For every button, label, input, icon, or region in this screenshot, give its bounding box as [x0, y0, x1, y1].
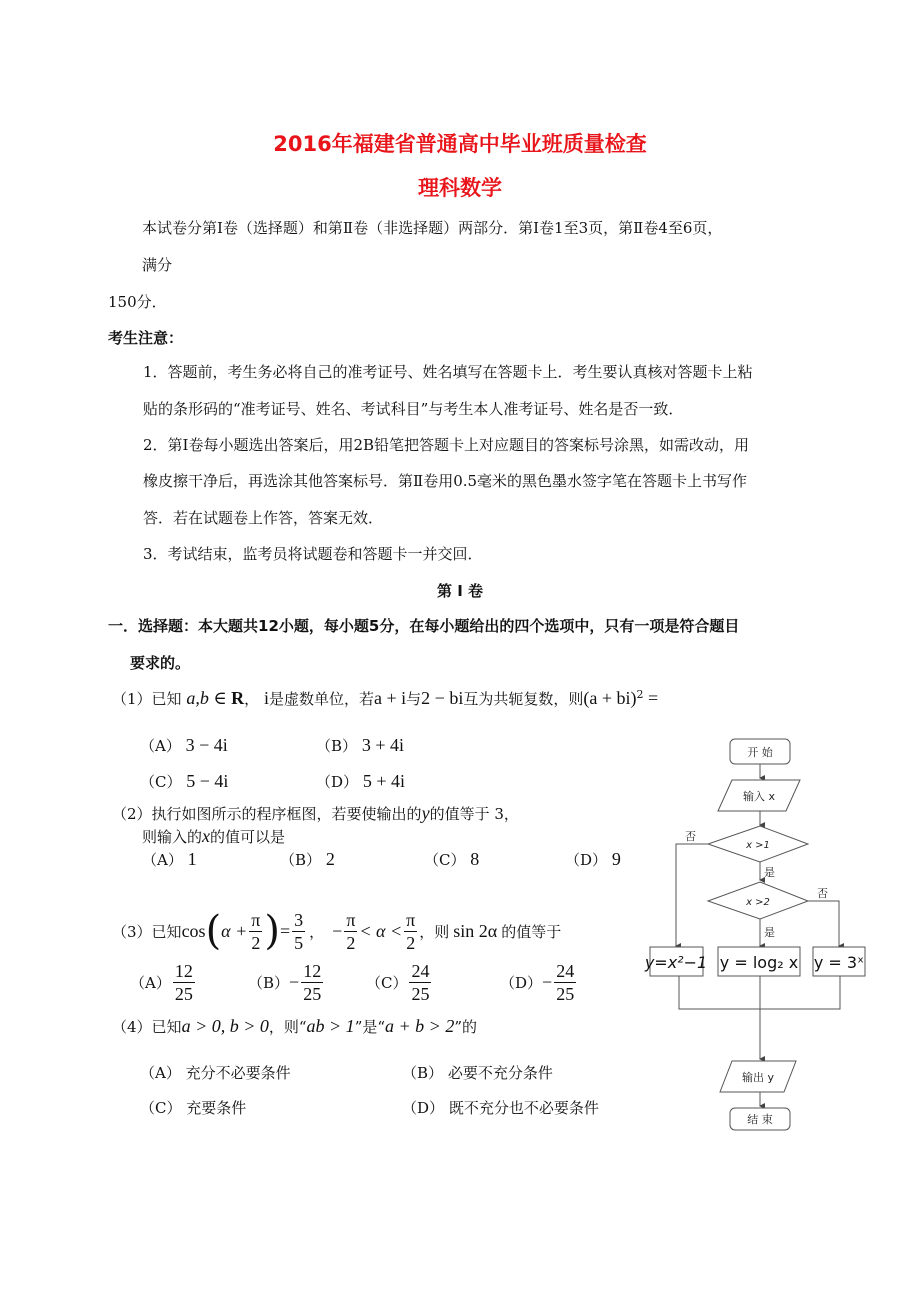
numerator: 24 [556, 960, 575, 981]
question-number: （2） [112, 805, 152, 823]
option-label: （D） [500, 973, 543, 992]
option-value: 充分不必要条件 [185, 1064, 291, 1082]
option-label: （C） [424, 851, 466, 869]
numerator: 12 [174, 960, 193, 981]
math: − [332, 920, 343, 941]
option-value: 充要条件 [186, 1099, 247, 1117]
denominator: 2 [346, 932, 356, 953]
question-2-stem [112, 803, 519, 824]
text: ”的 [454, 1018, 477, 1036]
math: 2 − bi [421, 688, 464, 708]
question-number: （3） [112, 922, 152, 941]
notice-item: 1．答题前，考生务必将自己的准考证号、姓名填写在答题卡上．考生要认真核对答题卡上粘 [143, 363, 753, 381]
sign: − [542, 971, 553, 992]
notice-item: 贴的条形码的“准考证号、姓名、考试科目”与考生本人准考证号、姓名是否一致． [143, 400, 684, 418]
text: 已知 [151, 690, 182, 708]
paren: ) [264, 908, 280, 954]
option-label: （B） [402, 1064, 444, 1082]
notice-item: 3．考试结束，监考员将试题卷和答题卡一并交回． [143, 545, 483, 563]
option-value: 9 [611, 849, 621, 869]
process-mid-label: y = log₂ x [719, 953, 799, 972]
equals: = [279, 920, 291, 941]
option-value: 5 − 4i [186, 771, 229, 791]
option-label: （A） [140, 737, 181, 755]
connector-no-2 [808, 901, 839, 946]
option-value: 5 + 4i [362, 771, 405, 791]
option-label: （C） [140, 1099, 182, 1117]
question-3-option-a[interactable] [130, 960, 197, 1004]
question-3-option-d[interactable] [500, 960, 578, 1004]
text: 已知 [151, 922, 182, 941]
denominator: 25 [174, 983, 193, 1004]
numerator: 3 [294, 909, 304, 930]
text: ”是“ [354, 1018, 386, 1036]
question-1-stem [112, 688, 658, 709]
intro-line-1: 本试卷分第Ⅰ卷（选择题）和第Ⅱ卷（非选择题）两部分．第Ⅰ卷1至3页，第Ⅱ卷4至6页， [142, 219, 723, 237]
math: a + i [374, 688, 407, 708]
option-label: （C） [140, 773, 182, 791]
option-value: 既不充分也不必要条件 [448, 1099, 599, 1117]
math: ab > 1 [306, 1016, 355, 1036]
intro-line-2: 满分 [142, 256, 173, 274]
denominator: 2 [406, 932, 416, 953]
denominator: 2 [251, 932, 261, 953]
section-instructions-cont: 要求的。 [130, 654, 191, 672]
yes-label-1: 是 [764, 866, 775, 879]
math: < α < [359, 920, 403, 941]
start-label: 开 始 [747, 746, 773, 759]
fraction [292, 911, 305, 952]
option-label: （A） [130, 973, 171, 992]
paren: ( [205, 908, 222, 954]
math: (a + bi) [583, 688, 637, 708]
math: a,b ∈ [186, 688, 232, 708]
text: 的值等于 3， [429, 805, 519, 823]
process-left-label: y=x²−1 [644, 953, 708, 972]
math: sin 2α [453, 920, 498, 941]
math: R [231, 688, 245, 708]
question-4-option-b[interactable] [402, 1062, 553, 1083]
input-label: 输入 x [742, 790, 776, 803]
text: 执行如图所示的程序框图，若要使输出的 [151, 805, 422, 823]
math: cos [181, 920, 206, 941]
question-3-option-c[interactable] [366, 960, 433, 1004]
option-label: （B） [280, 851, 322, 869]
option-value: 2 [325, 849, 335, 869]
notice-item: 2．第Ⅰ卷每小题选出答案后，用2B铅笔把答题卡上对应题目的答案标号涂黑，如需改动，用 [143, 436, 750, 454]
condition-2-label: x >2 [746, 897, 770, 908]
option-value: 3 + 4i [361, 735, 404, 755]
text: ， [244, 690, 260, 708]
output-label: 输出 y [741, 1071, 775, 1084]
text: ，则“ [268, 1018, 307, 1036]
fraction [344, 911, 357, 952]
denominator: 25 [411, 983, 430, 1004]
math: i [263, 688, 269, 708]
option-label: （D） [565, 851, 608, 869]
text: 的值可以是 [210, 828, 286, 846]
text: 的值等于 [501, 922, 562, 941]
connector-no-1 [676, 844, 708, 946]
section-instructions: 一．选择题：本大题共12小题，每小题5分，在每小题给出的四个选项中，只有一项是符合题目 [108, 617, 740, 635]
math: α + [221, 920, 248, 941]
option-value: 必要不充分条件 [447, 1064, 553, 1082]
fraction [301, 962, 323, 1003]
option-label: （D） [316, 773, 359, 791]
math: = [643, 688, 659, 708]
math: a > 0, b > 0 [181, 1016, 269, 1036]
question-number: （1） [112, 690, 152, 708]
sign: − [289, 971, 300, 992]
numerator: 12 [303, 960, 322, 981]
numerator: π [346, 909, 356, 930]
question-1-option-b[interactable] [316, 735, 404, 756]
denominator: 25 [303, 983, 322, 1004]
text: ，则 [419, 922, 450, 941]
question-1-option-d[interactable] [316, 771, 405, 792]
text: 与 [406, 690, 422, 708]
intro-line-3: 150分． [108, 293, 167, 311]
question-4-option-d[interactable] [402, 1097, 599, 1118]
text: 是虚数单位，若 [268, 690, 374, 708]
numerator: π [406, 909, 416, 930]
page-subtitle: 理科数学 [418, 176, 502, 200]
notice-heading: 考生注意： [108, 329, 184, 347]
fraction [173, 962, 195, 1003]
question-2-option-c[interactable] [424, 849, 479, 870]
comma: ， [309, 922, 325, 941]
question-4-option-a[interactable] [140, 1062, 291, 1083]
question-2-stem-cont [142, 826, 285, 847]
yes-label-2: 是 [764, 926, 775, 939]
math: y [421, 803, 430, 823]
option-label: （A） [142, 851, 183, 869]
question-3-option-b[interactable] [248, 960, 325, 1004]
numerator: 24 [411, 960, 430, 981]
math: a + b > 2 [385, 1016, 455, 1036]
option-label: （B） [316, 737, 358, 755]
denominator: 5 [294, 932, 304, 953]
question-number: （4） [112, 1018, 152, 1036]
question-4-option-c[interactable] [140, 1097, 246, 1118]
question-2-option-b[interactable] [280, 849, 335, 870]
option-value: 8 [470, 849, 480, 869]
option-label: （D） [402, 1099, 445, 1117]
question-3-stem [112, 906, 561, 956]
section-title: 第 Ⅰ 卷 [436, 582, 484, 600]
notice-item: 橡皮擦干净后，再选涂其他答案标号．第Ⅱ卷用0.5毫米的黑色墨水签字笔在答题卡上书写作 [143, 472, 748, 490]
end-label: 结 束 [747, 1113, 773, 1126]
text: 互为共轭复数，则 [463, 690, 584, 708]
option-label: （A） [140, 1064, 181, 1082]
question-2-option-a[interactable] [142, 849, 197, 870]
option-value: 1 [187, 849, 197, 869]
question-1-option-a[interactable] [140, 735, 228, 756]
option-label: （C） [366, 973, 408, 992]
question-4-stem [112, 1016, 477, 1037]
text: 已知 [151, 1018, 182, 1036]
question-2-option-d[interactable] [565, 849, 621, 870]
no-label-1: 否 [685, 830, 696, 843]
fraction [554, 962, 576, 1003]
notice-item: 答．若在试题卷上作答，答案无效． [143, 509, 384, 527]
numerator: π [251, 909, 261, 930]
fraction [404, 911, 417, 952]
question-1-option-c[interactable] [140, 771, 228, 792]
no-label-2: 否 [817, 887, 828, 900]
math-exponent: 2 [636, 688, 644, 701]
text: 则输入的 [142, 828, 203, 846]
condition-1-label: x >1 [746, 840, 770, 851]
option-label: （B） [248, 973, 290, 992]
denominator: 25 [556, 983, 575, 1004]
fraction [409, 962, 431, 1003]
process-right-label: y = 3ˣ [813, 953, 865, 972]
option-value: 3 − 4i [185, 735, 228, 755]
page-title: 2016年福建省普通高中毕业班质量检查 [273, 132, 647, 156]
fraction [249, 911, 262, 952]
math: x [202, 826, 211, 846]
flowchart [640, 725, 865, 1126]
